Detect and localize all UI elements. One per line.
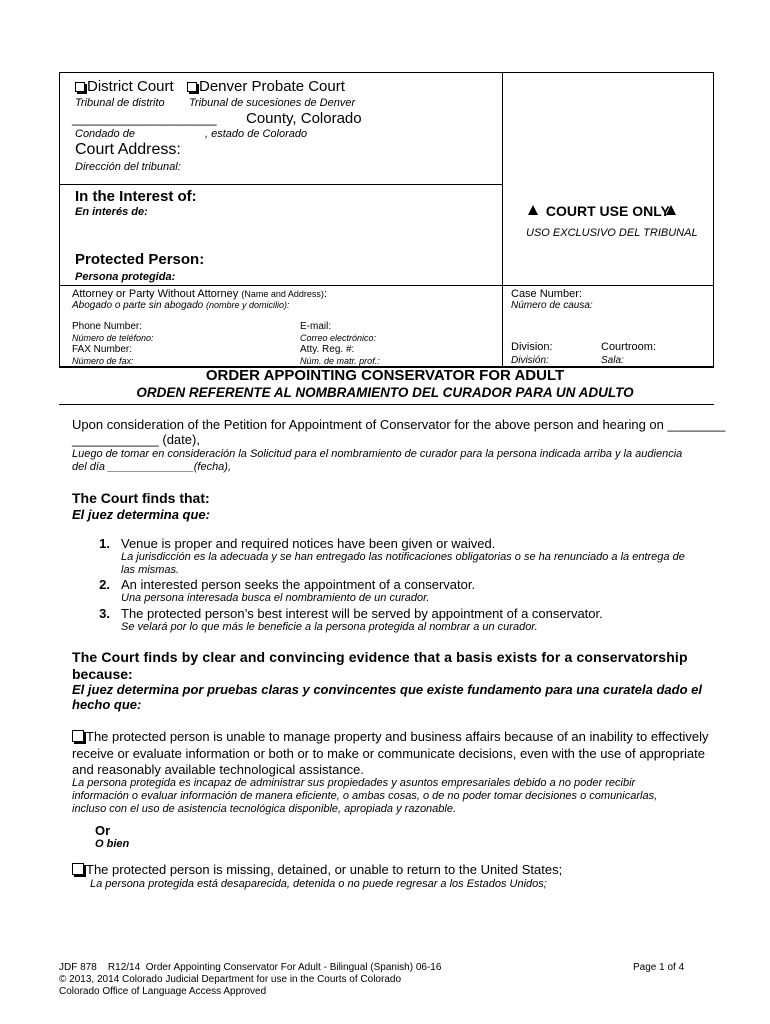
finding-number: 2. — [99, 577, 110, 592]
or-label: Or — [95, 823, 111, 838]
checkbox-icon[interactable] — [187, 82, 197, 92]
intro-es-2: del día ______________(fecha), — [72, 461, 232, 473]
correo-label: Correo electrónico: — [300, 333, 377, 343]
finding-number: 1. — [99, 536, 110, 551]
intro-en-2: ____________ (date), — [72, 432, 200, 447]
denver-probate-option[interactable]: Denver Probate Court — [187, 78, 345, 95]
court-address-label: Court Address: — [75, 141, 181, 158]
fax-label: FAX Number: — [72, 344, 133, 355]
county-blank[interactable]: ____________________ — [72, 111, 217, 126]
telefono-label: Número de teléfono: — [72, 333, 154, 343]
case-number-label: Case Number: — [511, 288, 582, 300]
email-label: E-mail: — [300, 321, 332, 332]
arrow-up-icon — [666, 205, 676, 215]
option-2-es: La persona protegida está desaparecida, detenida o no puede regresar a los Estados Unidos; — [90, 878, 547, 890]
finding-number: 3. — [99, 606, 110, 621]
condado-de: Condado de — [75, 128, 135, 140]
finding-1-en: Venue is proper and required notices have been given or waived. — [121, 536, 496, 551]
checkbox-icon[interactable] — [72, 730, 84, 742]
checkbox-icon[interactable] — [75, 82, 85, 92]
caption-hline-2 — [59, 285, 714, 286]
division-label: Division: — [511, 341, 553, 353]
option-2[interactable]: The protected person is missing, detained, or unable to return to the United States; — [72, 862, 562, 877]
caption-hline-1 — [59, 184, 502, 185]
page-number: Page 1 of 4 — [633, 962, 685, 973]
atty-reg-label: Atty. Reg. #: — [300, 344, 355, 355]
option-1-es-2: información o evaluar información de manera eficiente, o ambas cosas, o de no poder tomar decisiones o comunicarlas, — [72, 790, 658, 802]
finds-heading-es: El juez determina que: — [72, 507, 210, 522]
o-bien-label: O bien — [95, 838, 130, 850]
tribunal-distrito: Tribunal de distrito — [75, 97, 165, 109]
footer-line-1: JDF 878 R12/14 Order Appointing Conservator For Adult - Bilingual (Spanish) 06-16 — [59, 962, 442, 973]
courtroom-label: Courtroom: — [601, 341, 657, 353]
arrow-up-icon — [528, 205, 538, 215]
clear-heading-es-2: hecho que: — [72, 697, 142, 712]
phone-label: Phone Number: — [72, 321, 143, 332]
attorney-label: Attorney or Party Without Attorney (Name and Address): — [72, 288, 327, 300]
intro-en-1: Upon consideration of the Petition for Appointment of Conservator for the above person and hearing on ________ — [72, 417, 726, 432]
fax-es-label: Número de fax: — [72, 356, 134, 366]
abogado-label: Abogado o parte sin abogado (nombre y domicilio): — [72, 300, 290, 311]
sala-label: Sala: — [601, 355, 624, 366]
intro-es-1: Luego de tomar en consideración la Solicitud para el nombramiento de curador para la persona indicada arriba y la audiencia — [72, 448, 683, 460]
option-1[interactable]: The protected person is unable to manage property and business affairs because of an inability to effectively — [72, 729, 708, 744]
clear-heading-1: The Court finds by clear and convincing evidence that a basis exists for a conservatorship — [72, 649, 688, 665]
finding-3-es: Se velará por lo que más le beneficie a la persona protegida al nombrar a un curador. — [121, 621, 538, 633]
caption-divider — [502, 72, 503, 368]
clear-heading-2: because: — [72, 666, 133, 682]
clear-heading-es-1: El juez determina por pruebas claras y convincentes que existe fundamento para una curatela dado el — [72, 682, 702, 697]
persona-protegida-label: Persona protegida: — [75, 271, 176, 283]
division-es-label: División: — [511, 355, 549, 366]
tribunal-sucesiones: Tribunal de sucesiones de Denver — [189, 97, 356, 109]
uso-exclusivo: USO EXCLUSIVO DEL TRIBUNAL — [526, 227, 698, 239]
en-interes-label: En interés de: — [75, 206, 148, 218]
title-en: ORDER APPOINTING CONSERVATOR FOR ADULT — [205, 367, 565, 384]
footer-line-3: Colorado Office of Language Access Approved — [59, 986, 267, 997]
option-1-es-3: incluso con el uso de asistencia tecnológica disponible, apropiada y razonable. — [72, 803, 457, 815]
finding-2-es: Una persona interesada busca el nombramiento de un curador. — [121, 592, 430, 604]
title-underline — [59, 404, 714, 405]
court-use-only: COURT USE ONLY — [528, 203, 676, 219]
matr-prof-label: Núm. de matr. prof.: — [300, 356, 380, 366]
option-1-en-2: receive or evaluate information or both or to make or communicate decisions, even with the use of appropriate — [72, 746, 706, 761]
finding-2-en: An interested person seeks the appointment of a conservator. — [121, 577, 476, 592]
finding-1-es-1: La jurisdicción es la adecuada y se han entregado las notificaciones obligatorias o se ha renunciado a la entrega de — [121, 551, 685, 563]
county-colorado: County, Colorado — [246, 110, 362, 127]
numero-causa-label: Número de causa: — [511, 300, 593, 311]
checkbox-icon[interactable] — [72, 863, 84, 875]
protected-person-label: Protected Person: — [75, 251, 205, 268]
option-1-en-3: and reasonably available technological assistance. — [72, 762, 364, 777]
district-court-option[interactable]: District Court — [75, 78, 174, 95]
finding-3-en: The protected person’s best interest will be served by appointment of a conservator. — [121, 606, 603, 621]
finds-heading: The Court finds that: — [72, 490, 210, 506]
estado-colorado: , estado de Colorado — [205, 128, 308, 140]
title-es: ORDEN REFERENTE AL NOMBRAMIENTO DEL CURADOR PARA UN ADULTO — [136, 385, 634, 400]
direccion-label: Dirección del tribunal: — [75, 161, 181, 173]
finding-1-es-2: las mismas. — [121, 564, 180, 576]
in-interest-label: In the Interest of: — [75, 188, 197, 205]
footer-line-2: © 2013, 2014 Colorado Judicial Department for use in the Courts of Colorado — [59, 974, 402, 985]
option-1-es-1: La persona protegida es incapaz de administrar sus propiedades y asuntos empresariales debido a no poder recibir — [72, 777, 636, 789]
